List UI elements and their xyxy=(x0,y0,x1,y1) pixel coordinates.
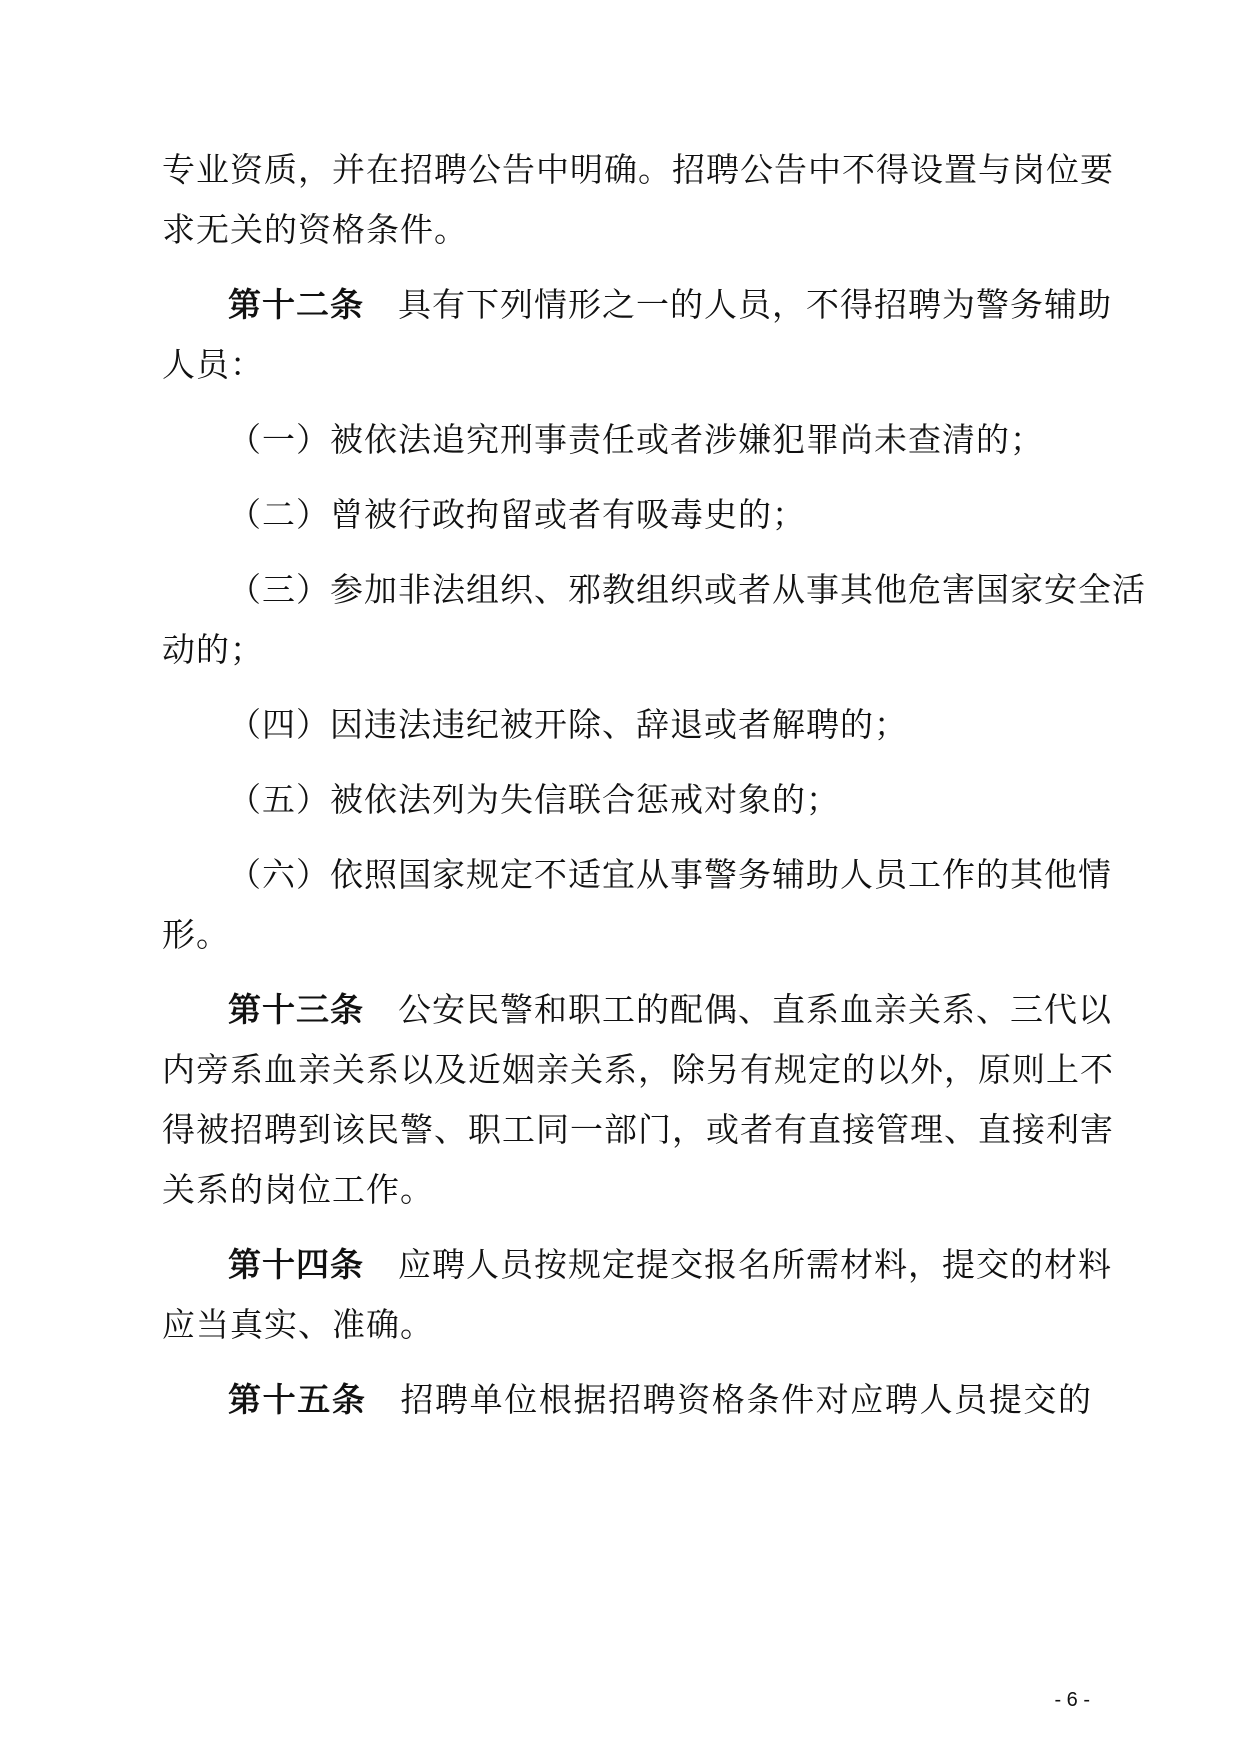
article-13-first-line xyxy=(228,990,1112,1030)
article-15-text: 招聘单位根据招聘资格条件对应聘人员提交的 xyxy=(400,1380,1093,1419)
list-item-3-continued: 动的； xyxy=(162,630,264,669)
article-15-heading: 第十五条 xyxy=(228,1380,367,1419)
article-13-text: 公安民警和职工的配偶、直系血亲关系、三代以 xyxy=(398,990,1112,1029)
article-14-heading: 第十四条 xyxy=(228,1245,364,1284)
article-14-text: 应聘人员按规定提交报名所需材料，提交的材料 xyxy=(398,1245,1112,1284)
list-item-4: （四）因违法违纪被开除、辞退或者解聘的； xyxy=(228,705,908,744)
body-text-line: 人员： xyxy=(162,345,264,384)
body-text-line: 求无关的资格条件。 xyxy=(162,210,468,249)
list-item-2: （二）曾被行政拘留或者有吸毒史的； xyxy=(228,495,806,534)
article-13-heading: 第十三条 xyxy=(228,990,364,1029)
article-14-first-line xyxy=(228,1245,1112,1285)
body-text-line: 应当真实、准确。 xyxy=(162,1305,434,1344)
body-text-line: 得被招聘到该民警、职工同一部门，或者有直接管理、直接利害 xyxy=(162,1110,1114,1149)
list-item-6-continued: 形。 xyxy=(162,915,230,954)
article-15-first-line xyxy=(228,1380,1092,1420)
list-item-6: （六）依照国家规定不适宜从事警务辅助人员工作的其他情 xyxy=(228,855,1112,894)
body-text-line: 关系的岗位工作。 xyxy=(162,1170,434,1209)
list-item-1: （一）被依法追究刑事责任或者涉嫌犯罪尚未查清的； xyxy=(228,420,1044,459)
article-12-text: 具有下列情形之一的人员，不得招聘为警务辅助 xyxy=(398,285,1112,324)
page-number: - 6 - xyxy=(1054,1689,1090,1711)
article-12-heading: 第十二条 xyxy=(228,285,364,324)
article-12-first-line xyxy=(228,285,1112,325)
body-text-line: 专业资质，并在招聘公告中明确。招聘公告中不得设置与岗位要 xyxy=(162,150,1114,189)
list-item-3: （三）参加非法组织、邪教组织或者从事其他危害国家安全活 xyxy=(228,570,1146,609)
body-text-line: 内旁系血亲关系以及近姻亲关系，除另有规定的以外，原则上不 xyxy=(162,1050,1114,1089)
list-item-5: （五）被依法列为失信联合惩戒对象的； xyxy=(228,780,840,819)
